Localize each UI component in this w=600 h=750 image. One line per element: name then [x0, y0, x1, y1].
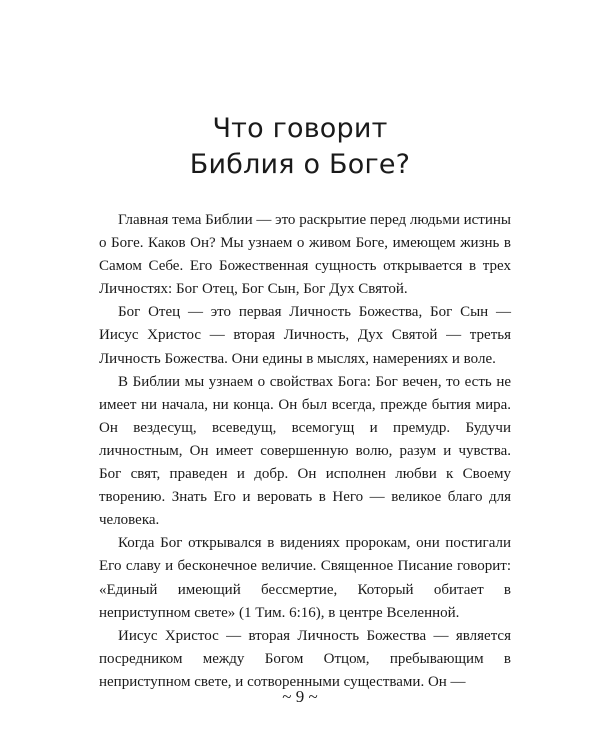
chapter-title-line-2: Библия о Боге?	[189, 149, 411, 180]
chapter-title-line-1: Что говорит	[212, 113, 388, 144]
body-text	[99, 209, 511, 694]
paragraph-5: Иисус Христос — вторая Личность Божества — является посредником между Богом Отцом, пребывающим в неприступном свете, и сотворенными существами. Он —	[99, 627, 511, 690]
paragraph-3: В Библии мы узнаем о свойствах Бога: Бог вечен, то есть не имеет ни начала, ни конца. Он был всегда, прежде бытия мира. Он вездесущ, всеведущ, всемогущ и премудр. Будучи личностным, Он имеет совершенную волю, разум и чувства. Бог свят, праведен и добр. Он исполнен любви к Своему творению. Знать Его и веровать в Него — великое благо для человека.	[99, 373, 511, 529]
paragraph-4: Когда Бог открывался в видениях пророкам, они постигали Его славу и бесконечное величие. Священное Писание говорит: «Единый имеющий бессмертие, Который обитает в неприступном свете» (1 Тим. 6:16), в центре Вселенной.	[99, 535, 511, 621]
paragraph-2: Бог Отец — это первая Личность Божества, Бог Сын — Иисус Христос — вторая Личность, Дух Святой — третья Личность Божества. Они едины в мыслях, намерениях и воле.	[99, 304, 511, 367]
paragraph-1: Главная тема Библии — это раскрытие перед людьми истины о Боге. Каков Он? Мы узнаем о живом Боге, имеющем жизнь в Самом Себе. Его Божественная сущность открывается в трех Личностях: Бог Отец, Бог Сын, Бог Дух Святой.	[99, 212, 511, 298]
chapter-title	[0, 111, 600, 183]
page-number: ~ 9 ~	[282, 687, 318, 706]
